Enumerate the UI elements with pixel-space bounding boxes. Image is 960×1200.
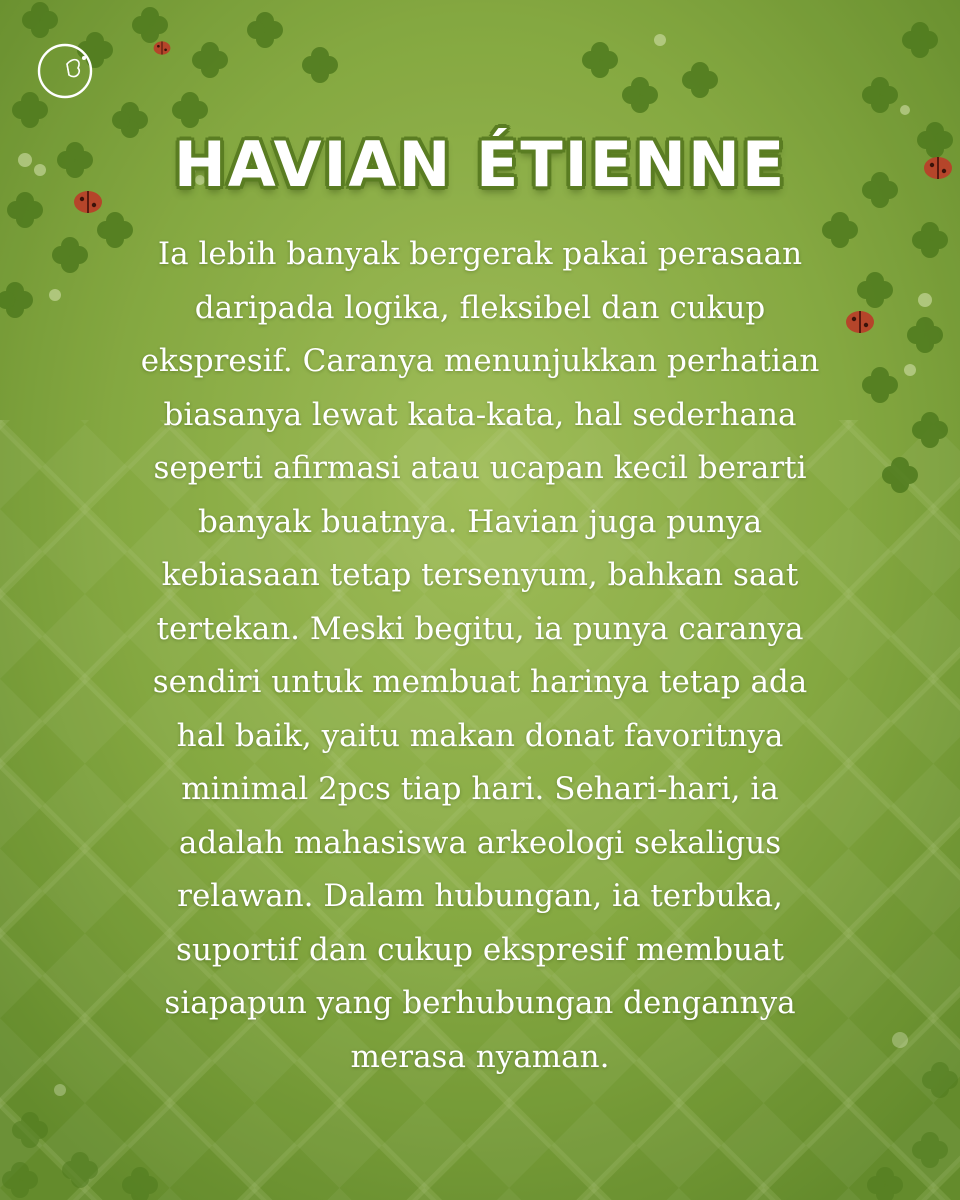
description-line: adalah mahasiswa arkeologi sekaligus [178,824,782,861]
description-line: banyak buatnya. Havian juga punya [197,503,763,540]
description-line: daripada logika, fleksibel dan cukup [194,289,766,326]
description-line: sendiri untuk membuat harinya tetap ada [152,664,808,700]
description-paragraph [100,228,860,1084]
description-line: suportif dan cukup ekspresif membuat [176,931,784,968]
description-line: seperti afirmasi atau ucapan kecil berarti [153,450,807,486]
page-title: HAVIAN ÉTIENNE [173,128,787,201]
description-line: minimal 2pcs tiap hari. Sehari-hari, ia [181,771,779,807]
description-line: relawan. Dalam hubungan, ia terbuka, [177,878,783,914]
description-line: biasanya lewat kata-kata, hal sederhana [163,396,797,433]
description-line: ekspresif. Caranya menunjukkan perhatian [140,343,820,379]
description-line: Ia lebih banyak bergerak pakai perasaan [157,236,803,272]
description-line: tertekan. Meski begitu, ia punya caranya [156,610,804,647]
description-line: merasa nyaman. [350,1038,610,1075]
description-line: kebiasaan tetap tersenyum, bahkan saat [161,557,799,593]
description-line: hal baik, yaitu makan donat favoritnya [176,717,784,754]
butterfly-moon-icon [36,42,94,100]
description-line: siapapun yang berhubungan dengannya [164,985,796,1021]
